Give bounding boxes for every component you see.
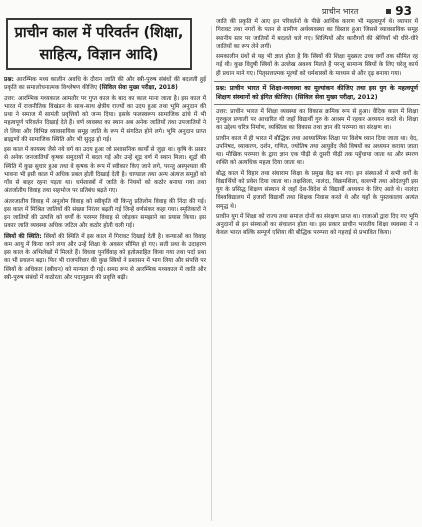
question-1-text: आरम्भिक मध्य कालीन अवधि के दौरान जाति की और स्त्री-पुरुष संबंधों की बदलती हुई प्रकृति का समालोचनात्मक विश्लेषण कीजिए <box>4 77 206 92</box>
right-column <box>214 0 420 527</box>
women-status-heading: स्त्रियों की स्थिति: <box>4 233 42 240</box>
question-1-source: (सिविल सेवा मुख्य परीक्षा, 2018) <box>99 85 178 92</box>
page-header <box>214 0 420 18</box>
square-bullet-icon <box>386 9 391 14</box>
answer-1-paragraph: उत्तर: आरम्भिक मध्यकाल आमतौर पर गुप्त काल के बाद का काल माना जाता है। इस काल में भारत में राजनीतिक विखंडन के साथ-साथ क्षेत्रीय राज्यों का उदय हुआ तथा भूमि अनुदान की प्रथा ने समाज में सामंती प्रवृत्तियों को जन्म दिया। इसके फलस्वरूप सामाजिक ढांचे में भी महत्वपूर्ण परिवर्तन दिखाई देते हैं। वर्ण व्यवस्था का स्थान अब अनेक जातियों तथा उपजातियों ने ले लिया और विभिन्न व्यावसायिक समूह जाति के रूप में संगठित होने लगे। भूमि अनुदान प्राप्त ब्राह्मणों की सामाजिक स्थिति और भी सुदृढ़ हो गई। <box>4 95 206 143</box>
answer-1-paragraph: अंतरजातीय विवाह में अनुलोम विवाह को स्वीकृति थी किन्तु प्रतिलोम विवाह की निंदा की गई। इस काल में मिश्रित जातियों की संख्या निरंतर बढ़ती गई जिन्हें वर्णसंकर कहा गया। स्मृतिकारों ने इन जातियों की उत्पत्ति को वर्णों के परस्पर विवाह से जोड़कर समझाने का प्रयास किया। इस प्रकार जाति व्यवस्था अधिक जटिल और कठोर होती चली गई। <box>4 198 206 230</box>
continued-paragraph: जाति की प्रकृति में आए इन परिवर्तनों के पीछे आर्थिक कारण भी महत्वपूर्ण थे। व्यापार में गिरावट तथा नगरों के पतन से ग्रामीण अर्थव्यवस्था का विस्तार हुआ जिससे व्यावसायिक समूह स्थानीय स्तर पर जातियों में बदलते चले गए। शिल्पियों और कारीगरों की श्रेणियाँ भी धीरे-धीरे जातियों का रूप लेने लगीं। <box>216 19 418 50</box>
question-1-label: प्रश्न: <box>4 77 14 83</box>
answer-2-paragraph: बौद्ध काल में विहार तथा संघाराम शिक्षा के प्रमुख केंद्र बन गए। इन संस्थाओं में सभी वर्गों के विद्यार्थियों को प्रवेश दिया जाता था। तक्षशिला, नालंदा, विक्रमशिला, वल्लभी तथा ओदंतपुरी इस युग के प्रसिद्ध शिक्षण संस्थान थे जहाँ देश-विदेश से विद्यार्थी अध्ययन के लिए आते थे। नालंदा विश्वविद्यालय में हजारों विद्यार्थी तथा शिक्षक निवास करते थे और यहाँ के पुस्तकालय अत्यंत समृद्ध थे। <box>216 170 418 210</box>
page-number: 93 <box>395 4 412 18</box>
answer-2-paragraph: प्राचीन युग में शिक्षा को राज्य तथा समाज दोनों का संरक्षण प्राप्त था। राजाओं द्वारा दिए गए भूमि अनुदानों से इन संस्थाओं का संचालन होता था। इस प्रकार प्राचीन भारतीय शिक्षा व्यवस्था ने न केवल भारत बल्कि सम्पूर्ण एशिया की बौद्धिक परम्परा को गहराई से प्रभावित किया। <box>216 213 418 237</box>
continued-paragraph: समकालीन ग्रंथों से यह भी ज्ञात होता है कि स्त्रियों की शिक्षा मुख्यतः उच्च वर्गों तक सीमित रह गई थी। कुछ विदुषी स्त्रियों के उल्लेख अवश्य मिलते हैं परन्तु सामान्य स्त्रियों के लिए घरेलू कार्य ही प्रधान माने गए। पितृसत्तात्मक मूल्यों को धर्मशास्त्रों के माध्यम से और दृढ़ बनाया गया। <box>216 54 418 77</box>
question-2 <box>216 84 418 102</box>
chapter-title-box <box>6 18 192 70</box>
question-1 <box>4 76 206 93</box>
answer-1-paragraph: इस काल में कायस्थ जैसे नये वर्ग का उदय हुआ जो प्रशासनिक कार्यों से जुड़ा था। कृषि के प्रसार से अनेक जनजातियाँ कृषक समुदायों में बदल गईं और उन्हें शूद्र वर्ण में स्थान मिला। शूद्रों की स्थिति में कुछ सुधार हुआ तथा वे कृषक के रूप में स्वीकार किए जाने लगे, परन्तु अस्पृश्यता की भावना भी इसी काल में अधिक प्रबल होती दिखाई देती है। चाण्डाल तथा अन्य अंत्यज समूहों को गाँव से बाहर रहना पड़ता था। धर्मशास्त्रों में जाति के नियमों को कठोर बनाया गया तथा अंतर्जातीय विवाह तथा सहभोज पर प्रतिबंध बढ़ते गए। <box>4 147 206 195</box>
answer-2-paragraph: उत्तर: प्राचीन भारत में शिक्षा व्यवस्था का विकास क्रमिक रूप से हुआ। वैदिक काल में शिक्षा गुरुकुल प्रणाली पर आधारित थी जहाँ विद्यार्थी गुरु के आश्रम में रहकर अध्ययन करते थे। शिक्षा का उद्देश्य चरित्र निर्माण, व्यक्तित्व का विकास तथा ज्ञान की परम्परा का संरक्षण था। <box>216 108 418 132</box>
question-2-block <box>214 81 420 105</box>
column-divider <box>211 26 212 521</box>
answer-2-paragraph: प्राचीन काल में ही भारत में बौद्धिक तथा आध्यात्मिक शिक्षा पर विशेष ध्यान दिया जाता था। वेद, उपनिषद, व्याकरण, दर्शन, गणित, ज्योतिष तथा आयुर्वेद जैसे विषयों का अध्ययन कराया जाता था। मौखिक परम्परा के द्वारा ज्ञान एक पीढ़ी से दूसरी पीढ़ी तक पहुँचाया जाता था और स्मरण शक्ति को अत्यधिक महत्व दिया जाता था। <box>216 135 418 167</box>
women-status-paragraph <box>4 233 206 283</box>
chapter-title: प्राचीन काल में परिवर्तन (शिक्षा, साहित्य, विज्ञान आदि) <box>14 25 184 63</box>
running-head: प्राचीन भारत <box>322 6 359 16</box>
left-column <box>2 0 208 527</box>
question-2-text: प्राचीन भारत में शिक्षा-व्यवस्था का मूल्यांकन कीजिए तथा इस युग के महत्वपूर्ण शिक्षण संस्थानों को इंगित कीजिए। <box>216 84 419 101</box>
question-2-source: (सिविल सेवा मुख्य परीक्षा, 2012) <box>294 93 378 101</box>
page-number-block <box>386 4 412 18</box>
question-2-label: प्रश्न: <box>216 84 227 92</box>
women-status-text: स्त्रियों की स्थिति में इस काल में गिरावट दिखाई देती है। कन्याओं का विवाह कम आयु में किया जाने लगा और उन्हें शिक्षा के अवसर सीमित हो गए। सती प्रथा के उदाहरण इस काल के अभिलेखों में मिलते हैं। विधवा पुनर्विवाह को हतोत्साहित किया गया तथा पर्दा प्रथा का भी प्रचलन बढ़ा। फिर भी राजपरिवार की कुछ स्त्रियों ने प्रशासन में भाग लिया और संपत्ति पर स्त्रियों के अधिकार (स्त्रीधन) को मान्यता दी गई। समग्र रूप से आरम्भिक मध्यकाल में जाति और स्त्री-पुरुष संबंधों में कठोरता और पदानुक्रम की प्रवृत्ति बढ़ी। <box>4 233 206 281</box>
